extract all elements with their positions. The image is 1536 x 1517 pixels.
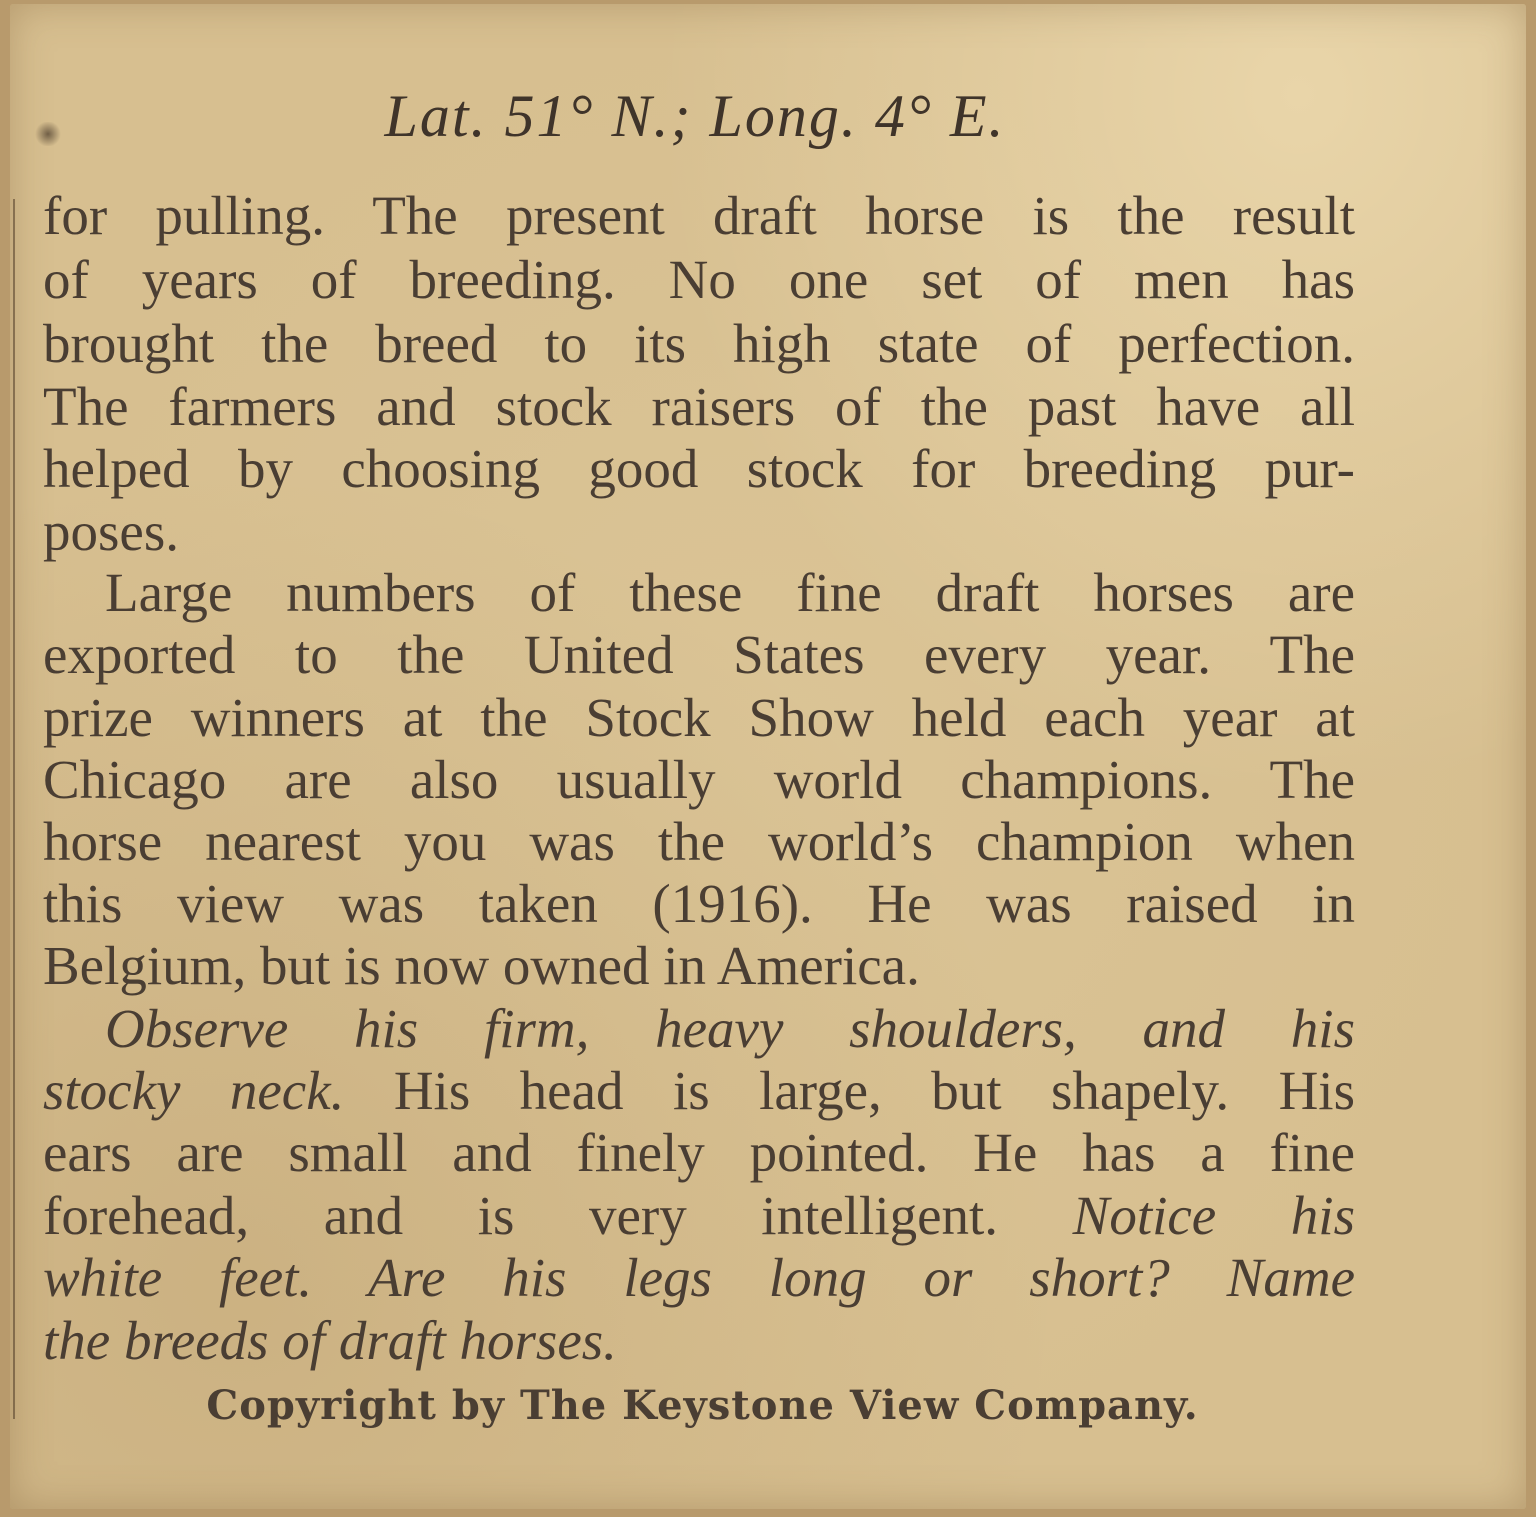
paragraph2-line-5: horse nearest you was the world’s champion when	[43, 811, 1355, 872]
paragraph2-line-4: Chicago are also usually world champions. The	[43, 749, 1355, 810]
paragraph2-line-2: exported to the United States every year. The	[43, 624, 1355, 685]
paragraph2-line-6: this view was taken (1916). He was raised in	[43, 873, 1355, 934]
paragraph3-line-4-plain: forehead, and is very intelligent.	[43, 1185, 1073, 1246]
paragraph3-line-1: Observe his firm, heavy shoulders, and his	[105, 998, 1355, 1059]
paragraph1-line-4: The farmers and stock raisers of the past have all	[43, 376, 1355, 437]
card-edge-line	[13, 199, 15, 1419]
paragraph3-line-2-plain: His head is large, but shapely. His	[344, 1060, 1355, 1121]
coordinates-heading: Lat. 51° N.; Long. 4° E.	[384, 83, 1006, 149]
paragraph1-line-2: of years of breeding. No one set of men has	[43, 249, 1355, 310]
paragraph2-line-1: Large numbers of these fine draft horses are	[105, 562, 1355, 623]
paragraph3-line-4	[43, 1184, 1355, 1248]
copyright-notice: Copyright by The Keystone View Company.	[206, 1382, 1199, 1429]
paragraph1-line-6: poses.	[43, 501, 179, 562]
paragraph3-line-3: ears are small and finely pointed. He has a fine	[43, 1122, 1355, 1183]
paragraph2-line-7: Belgium, but is now owned in America.	[43, 935, 920, 996]
paragraph1-line-5: helped by choosing good stock for breeding pur-	[43, 438, 1355, 499]
paragraph3-line-4-italic: Notice his	[1072, 1185, 1355, 1246]
paragraph3-line-2-italic: stocky neck.	[43, 1060, 345, 1121]
stereoview-card-back	[10, 4, 1526, 1509]
paragraph3-line-5: white feet. Are his legs long or short? Name	[43, 1247, 1355, 1308]
paragraph1-line-1: for pulling. The present draft horse is the result	[43, 185, 1355, 246]
paragraph3-line-2	[43, 1059, 1355, 1123]
paragraph1-line-3: brought the breed to its high state of perfection.	[43, 313, 1355, 374]
paragraph3-line-6: the breeds of draft horses.	[43, 1310, 617, 1371]
paragraph2-line-3: prize winners at the Stock Show held each year at	[43, 687, 1355, 748]
